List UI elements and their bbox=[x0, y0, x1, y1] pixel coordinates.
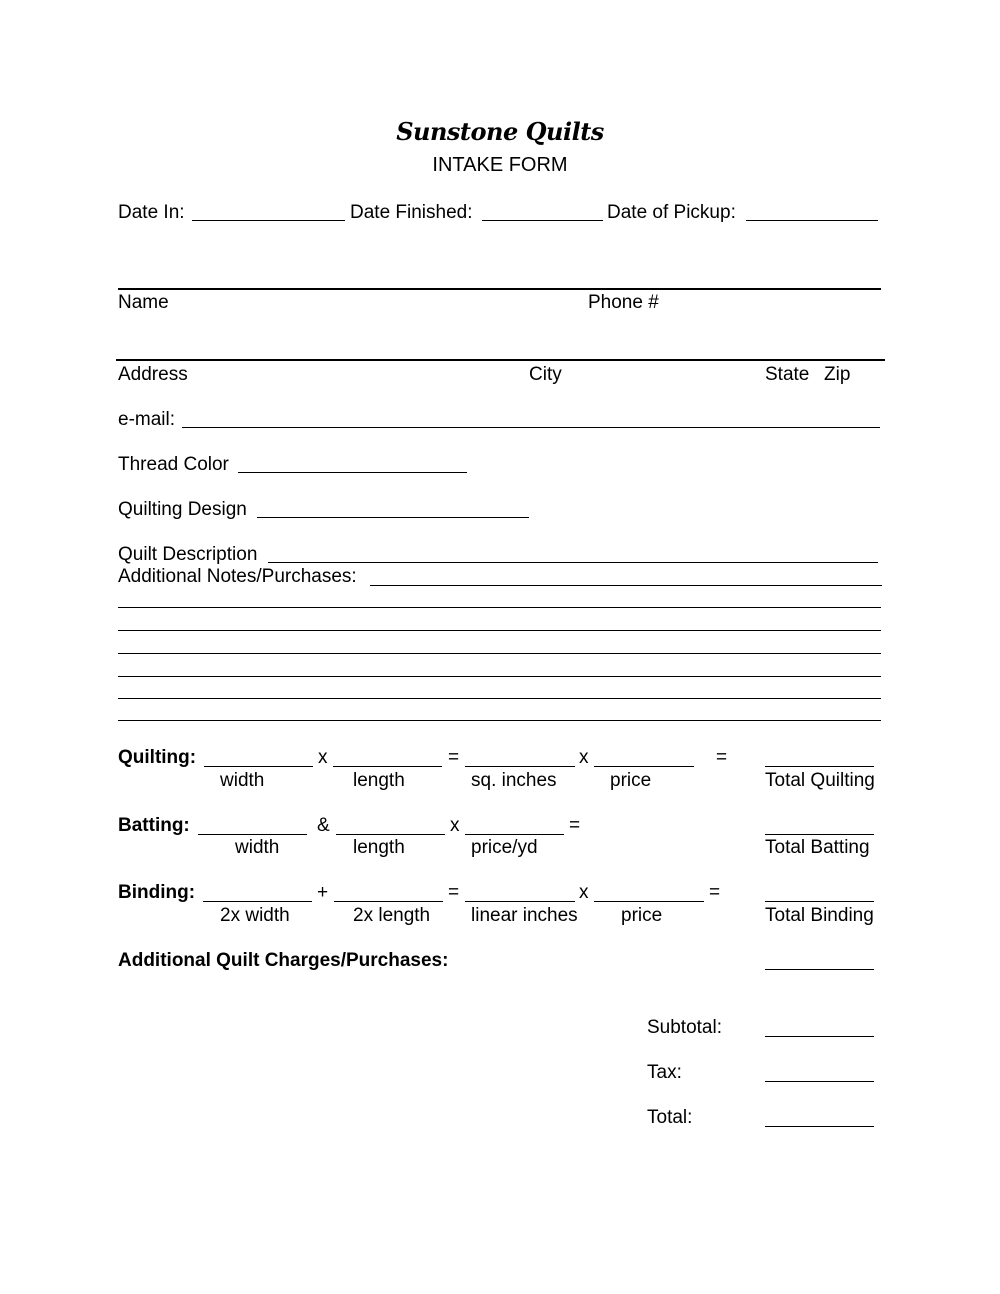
batting-width-caption: width bbox=[235, 837, 280, 858]
batting-price-caption: price/yd bbox=[471, 837, 538, 858]
quilt-description-field[interactable] bbox=[268, 562, 878, 563]
additional-charges-label: Additional Quilt Charges/Purchases: bbox=[118, 950, 449, 971]
quilting-label: Quilting: bbox=[118, 747, 197, 768]
tax-label: Tax: bbox=[647, 1062, 682, 1083]
binding-label: Binding: bbox=[118, 882, 196, 903]
binding-op-equals: = bbox=[448, 882, 460, 903]
notes-line[interactable] bbox=[118, 720, 881, 721]
total-quilting-caption: Total Quilting bbox=[765, 770, 875, 791]
batting-op-times: x bbox=[450, 815, 460, 836]
total-binding-field[interactable] bbox=[765, 901, 874, 902]
quilting-op-equals: = bbox=[716, 747, 728, 768]
notes-line[interactable] bbox=[118, 676, 881, 677]
quilting-design-label: Quilting Design bbox=[118, 499, 247, 520]
state-label: State bbox=[765, 364, 810, 385]
date-finished-label: Date Finished: bbox=[350, 202, 473, 223]
quilt-description-label: Quilt Description bbox=[118, 544, 258, 565]
binding-linear-caption: linear inches bbox=[471, 905, 578, 926]
additional-charges-field[interactable] bbox=[765, 969, 874, 970]
notes-line[interactable] bbox=[118, 698, 881, 699]
quilting-length-caption: length bbox=[353, 770, 405, 791]
batting-length-field[interactable] bbox=[336, 834, 445, 835]
quilting-op-times: x bbox=[318, 747, 328, 768]
binding-op-equals: = bbox=[709, 882, 721, 903]
address-field[interactable] bbox=[116, 359, 885, 361]
binding-op-plus: + bbox=[317, 882, 329, 903]
binding-length-caption: 2x length bbox=[353, 905, 431, 926]
subtotal-field[interactable] bbox=[765, 1036, 874, 1037]
quilting-op-times: x bbox=[579, 747, 589, 768]
batting-length-caption: length bbox=[353, 837, 405, 858]
quilting-sqinches-caption: sq. inches bbox=[471, 770, 557, 791]
quilting-length-field[interactable] bbox=[333, 766, 442, 767]
date-finished-field[interactable] bbox=[482, 220, 603, 221]
batting-op-and: & bbox=[317, 815, 330, 836]
batting-price-field[interactable] bbox=[465, 834, 564, 835]
quilting-width-caption: width bbox=[220, 770, 265, 791]
additional-notes-label: Additional Notes/Purchases: bbox=[118, 566, 357, 587]
quilting-price-caption: price bbox=[610, 770, 652, 791]
total-batting-caption: Total Batting bbox=[765, 837, 870, 858]
zip-label: Zip bbox=[824, 364, 851, 385]
total-quilting-field[interactable] bbox=[765, 766, 874, 767]
quilting-sqinches-field[interactable] bbox=[465, 766, 575, 767]
binding-price-field[interactable] bbox=[594, 901, 704, 902]
form-title: INTAKE FORM bbox=[432, 154, 568, 176]
date-in-field[interactable] bbox=[192, 220, 345, 221]
name-label: Name bbox=[118, 292, 169, 313]
binding-op-times: x bbox=[579, 882, 589, 903]
quilting-price-field[interactable] bbox=[594, 766, 694, 767]
batting-label: Batting: bbox=[118, 815, 190, 836]
subtotal-label: Subtotal: bbox=[647, 1017, 722, 1038]
quilting-width-field[interactable] bbox=[204, 766, 313, 767]
thread-color-field[interactable] bbox=[238, 472, 467, 473]
batting-width-field[interactable] bbox=[198, 834, 307, 835]
quilting-design-field[interactable] bbox=[257, 517, 529, 518]
total-binding-caption: Total Binding bbox=[765, 905, 874, 926]
city-label: City bbox=[529, 364, 562, 385]
name-phone-field[interactable] bbox=[118, 288, 881, 290]
binding-length-field[interactable] bbox=[334, 901, 443, 902]
total-label: Total: bbox=[647, 1107, 693, 1128]
email-label: e-mail: bbox=[118, 409, 176, 430]
notes-line[interactable] bbox=[118, 607, 881, 608]
total-field[interactable] bbox=[765, 1126, 874, 1127]
brand-title: Sunstone Quilts bbox=[396, 117, 604, 146]
address-label: Address bbox=[118, 364, 188, 385]
quilting-op-equals: = bbox=[448, 747, 460, 768]
notes-line[interactable] bbox=[118, 653, 881, 654]
email-field[interactable] bbox=[182, 427, 880, 428]
binding-width-caption: 2x width bbox=[220, 905, 290, 926]
tax-field[interactable] bbox=[765, 1081, 874, 1082]
date-in-label: Date In: bbox=[118, 202, 185, 223]
additional-notes-field[interactable] bbox=[370, 585, 882, 586]
binding-price-caption: price bbox=[621, 905, 663, 926]
date-pickup-field[interactable] bbox=[746, 220, 878, 221]
phone-label: Phone # bbox=[588, 292, 659, 313]
date-pickup-label: Date of Pickup: bbox=[607, 202, 736, 223]
binding-linear-field[interactable] bbox=[465, 901, 575, 902]
binding-width-field[interactable] bbox=[203, 901, 312, 902]
thread-color-label: Thread Color bbox=[118, 454, 229, 475]
batting-op-equals: = bbox=[569, 815, 581, 836]
notes-line[interactable] bbox=[118, 630, 881, 631]
total-batting-field[interactable] bbox=[765, 834, 874, 835]
